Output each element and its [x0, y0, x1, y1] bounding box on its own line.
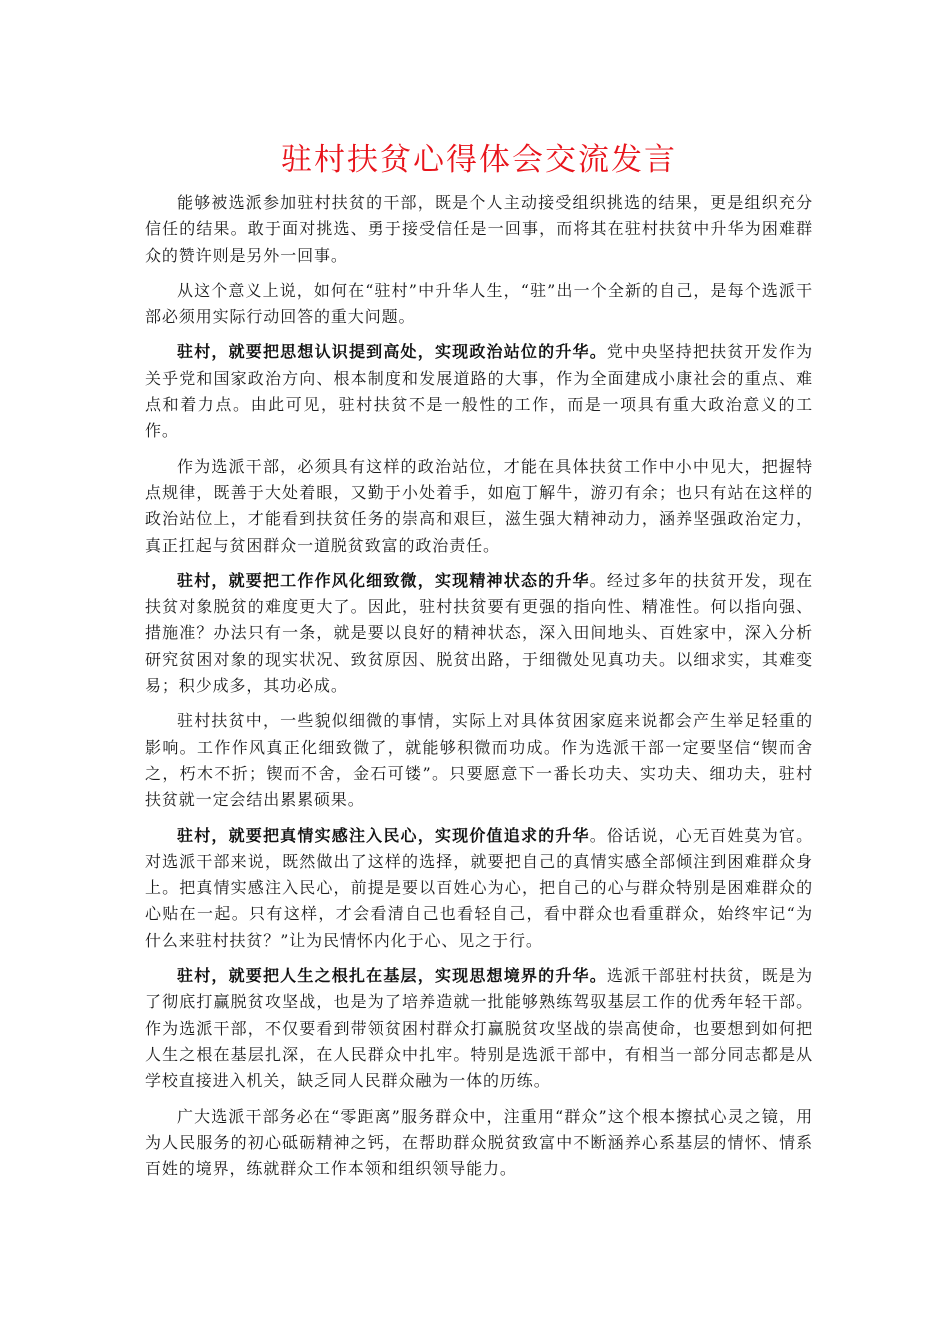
paragraph-text: 广大选派干部务必在“零距离”服务群众中，注重用“群众”这个根本擦拭心灵之镜，用为人民服务的初心砥砺精神之钙，在帮助群众脱贫致富中不断涵养心系基层的情怀、情系百姓的境界，练就群众工作本领和组织领导能力。	[145, 1106, 813, 1179]
paragraph	[145, 823, 813, 954]
paragraph	[145, 190, 813, 269]
paragraph	[145, 278, 813, 331]
paragraph-lead: 驻村，就要把真情实感注入民心，实现价值追求的升华	[177, 825, 590, 845]
paragraph-lead: 驻村，就要把人生之根扎在基层，实现思想境界的升华。	[177, 966, 607, 986]
paragraph-text: 从这个意义上说，如何在“驻村”中升华人生，“驻”出一个全新的自己，是每个选派干部必须用实际行动回答的重大问题。	[145, 280, 813, 327]
paragraph	[145, 454, 813, 559]
paragraph	[145, 963, 813, 1094]
paragraph-text: 党中央坚持把扶贫开发作为关乎党和国家政治方向、根本制度和发展道路的大事，作为全面建成小康社会的重点、难点和着力点。由此可见，驻村扶贫不是一般性的工作，而是一项具有重大政治意义的工作。	[145, 342, 813, 441]
paragraph	[145, 1104, 813, 1183]
paragraph-lead: 驻村，就要把工作作风化细致微，实现精神状态的升华	[177, 570, 590, 590]
paragraph-text: 作为选派干部，必须具有这样的政治站位，才能在具体扶贫工作中小中见大，把握特点规律，既善于大处着眼，又勤于小处着手，如庖丁解牛，游刃有余；也只有站在这样的政治站位上，才能看到扶贫任务的崇高和艰巨，滋生强大精神动力，涵养坚强政治定力，真正扛起与贫困群众一道脱贫致富的政治责任。	[145, 456, 813, 555]
document-title: 驻村扶贫心得体会交流发言	[281, 142, 677, 178]
paragraph-text: 。俗话说，心无百姓莫为官。对选派干部来说，既然做出了这样的选择，就要把自己的真情实感全部倾注到困难群众身上。把真情实感注入民心，前提是要以百姓心为心，把自己的心与群众特别是困难群众的心贴在一起。只有这样，才会看清自己也看轻自己，看中群众也看重群众，始终牢记“为什么来驻村扶贫？”让为民情怀内化于心、见之于行。	[145, 825, 813, 950]
paragraph-text: 。经过多年的扶贫开发，现在扶贫对象脱贫的难度更大了。因此，驻村扶贫要有更强的指向性、精准性。何以指向强、措施准？办法只有一条，就是要以良好的精神状态，深入田间地头、百姓家中，深入分析研究贫困对象的现实状况、致贫原因、脱贫出路，于细微处见真功夫。以细求实，其难变易；积少成多，其功必成。	[145, 570, 813, 696]
paragraph-lead: 驻村，就要把思想认识提到高处，实现政治站位的升华。	[177, 342, 607, 362]
paragraph	[145, 339, 813, 444]
paragraph	[145, 708, 813, 813]
paragraph	[145, 568, 813, 699]
document-page	[145, 138, 813, 1191]
paragraph-text: 选派干部驻村扶贫，既是为了彻底打赢脱贫攻坚战，也是为了培养造就一批能够熟练驾驭基层工作的优秀年轻干部。作为选派干部，不仅要看到带领贫困村群众打赢脱贫攻坚战的崇高使命，也要想到如何把人生之根在基层扎深，在人民群众中扎牢。特别是选派干部中，有相当一部分同志都是从学校直接进入机关，缺乏同人民群众融为一体的历练。	[145, 966, 813, 1091]
paragraph-text: 驻村扶贫中，一些貌似细微的事情，实际上对具体贫困家庭来说都会产生举足轻重的影响。工作作风真正化细致微了，就能够积微而功成。作为选派干部一定要坚信“锲而舍之，朽木不折；锲而不舍，金石可镂”。只要愿意下一番长功夫、实功夫、细功夫，驻村扶贫就一定会结出累累硕果。	[145, 711, 813, 810]
paragraph-text: 能够被选派参加驻村扶贫的干部，既是个人主动接受组织挑选的结果，更是组织充分信任的结果。敢于面对挑选、勇于接受信任是一回事，而将其在驻村扶贫中升华为困难群众的赞许则是另外一回事。	[145, 193, 813, 265]
